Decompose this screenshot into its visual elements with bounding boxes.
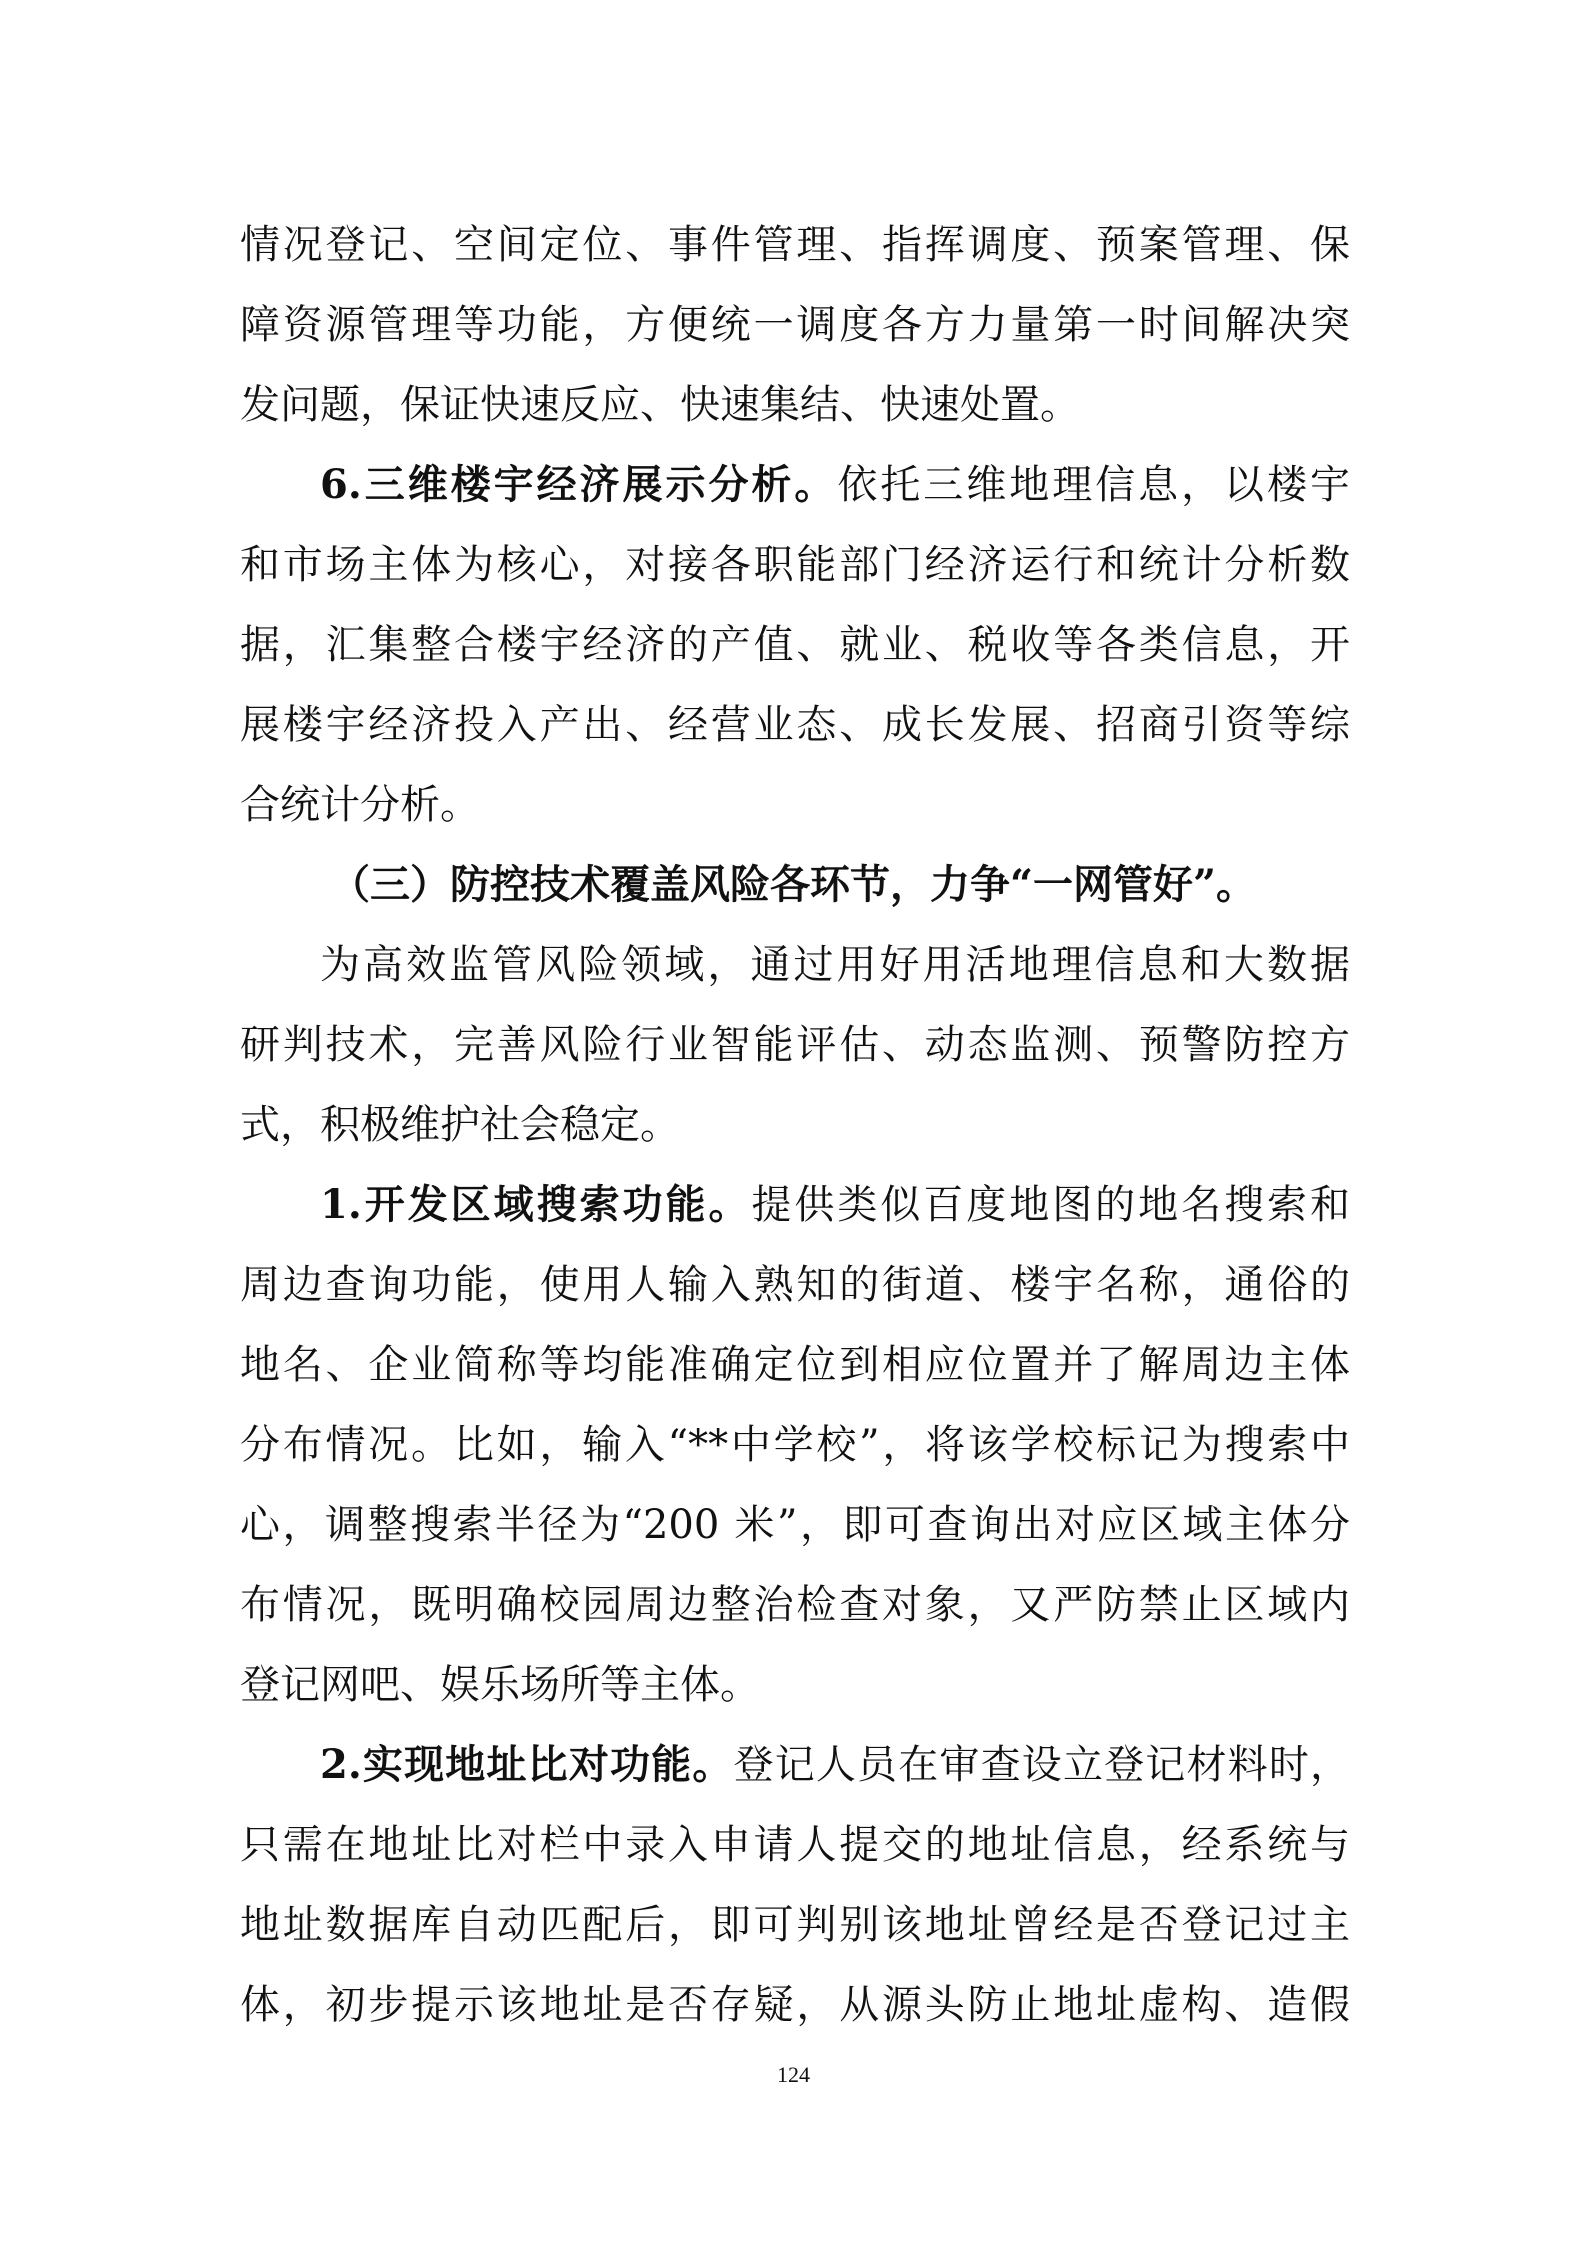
item-text: 提供类似百度地图的地名搜索和 [751, 1182, 1351, 1228]
paragraph-line: 地名、企业简称等均能准确定位到相应位置并了解周边主体 [240, 1342, 1350, 1388]
paragraph-line: 式，积极维护社会稳定。 [240, 1102, 680, 1148]
section-heading: （三）防控技术覆盖风险各环节，力争“一网管好”。 [330, 861, 1257, 908]
paragraph-line: 只需在地址比对栏中录入申请人提交的地址信息，经系统与 [240, 1822, 1350, 1868]
item-heading: 1.开发区域搜索功能。 [320, 1181, 752, 1228]
item-heading: 2.实现地址比对功能。 [320, 1741, 734, 1788]
page-number: 124 [777, 2062, 810, 2087]
paragraph-line: 登记网吧、娱乐场所等主体。 [240, 1662, 760, 1708]
paragraph-line: 情况登记、空间定位、事件管理、指挥调度、预案管理、保 [240, 222, 1350, 268]
paragraph-first-line [320, 455, 1350, 515]
paragraph-line: 周边查询功能，使用人输入熟知的街道、楼宇名称，通俗的 [240, 1262, 1350, 1308]
item-text: 登记人员在审查设立登记材料时， [733, 1742, 1351, 1788]
paragraph-line: 障资源管理等功能，方便统一调度各方力量第一时间解决突 [240, 302, 1350, 348]
paragraph-line: 合统计分析。 [240, 782, 480, 828]
paragraph-line: 研判技术，完善风险行业智能评估、动态监测、预警防控方 [240, 1022, 1350, 1068]
paragraph-first-line [320, 1735, 1350, 1795]
paragraph-line: 发问题，保证快速反应、快速集结、快速处置。 [240, 382, 1080, 428]
paragraph-first-line [320, 1175, 1350, 1235]
paragraph-line: 展楼宇经济投入产出、经营业态、成长发展、招商引资等综 [240, 702, 1350, 748]
paragraph-line: 心，调整搜索半径为“200 米”，即可查询出对应区域主体分 [240, 1502, 1350, 1548]
item-heading: 6.三维楼宇经济展示分析。 [320, 461, 838, 508]
paragraph-line: 体，初步提示该地址是否存疑，从源头防止地址虚构、造假 [240, 1982, 1350, 2028]
paragraph-line: 分布情况。比如，输入“**中学校”，将该学校标记为搜索中 [240, 1422, 1350, 1468]
item-text: 依托三维地理信息，以楼宇 [837, 462, 1350, 508]
paragraph-line: 和市场主体为核心，对接各职能部门经济运行和统计分析数 [240, 542, 1350, 588]
paragraph-line: 据，汇集整合楼宇经济的产值、就业、税收等各类信息，开 [240, 622, 1350, 668]
paragraph-line: 布情况，既明确校园周边整治检查对象，又严防禁止区域内 [240, 1582, 1350, 1628]
paragraph-first-line: 为高效监管风险领域，通过用好用活地理信息和大数据 [320, 942, 1350, 988]
paragraph-line: 地址数据库自动匹配后，即可判别该地址曾经是否登记过主 [240, 1902, 1350, 1948]
